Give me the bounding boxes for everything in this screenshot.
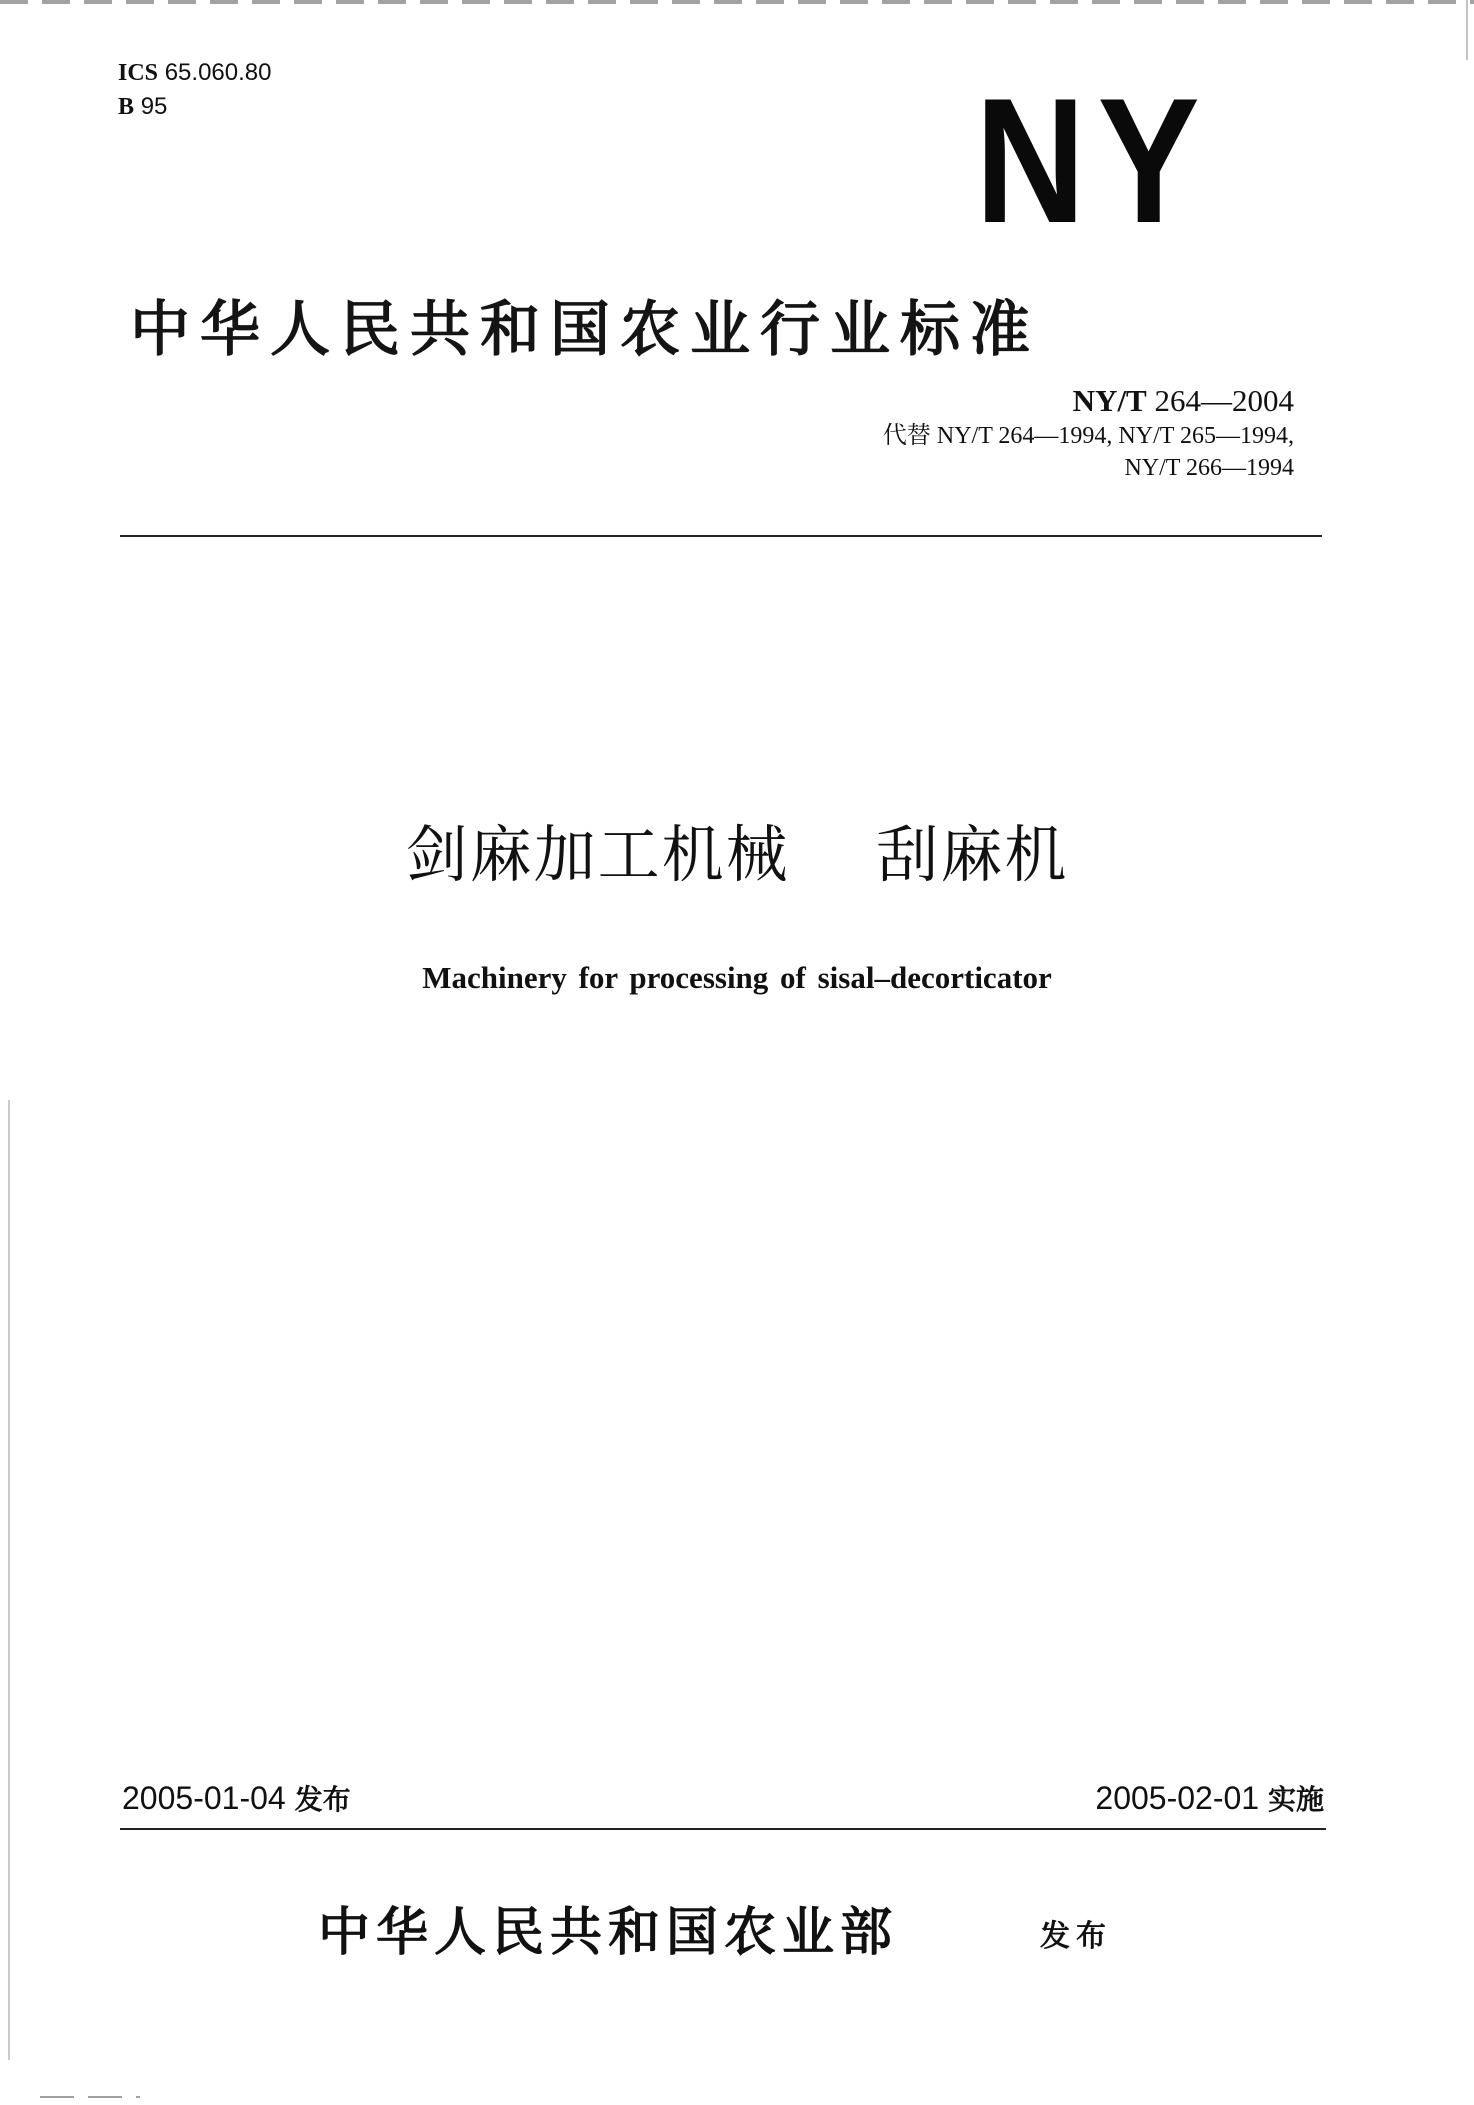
- scan-edge-right: [1466, 0, 1468, 60]
- scan-edge-bottom: [40, 2096, 140, 2098]
- implementation-date-line: [1095, 1776, 1324, 1822]
- replaces-line-1: 代替 NY/T 264—1994, NY/T 265—1994,: [882, 423, 1294, 449]
- implementation-label: 实施: [1267, 1783, 1324, 1816]
- header-divider: [120, 535, 1322, 537]
- ccs-code: 95: [140, 93, 168, 120]
- publisher-label: 发布: [1040, 1919, 1112, 1954]
- standard-number-value: 264—2004: [1154, 383, 1294, 418]
- chinese-title: 剑麻加工机械 刮麻机: [405, 818, 1069, 891]
- standard-category-title: 中华人民共和国农业行业标准: [130, 295, 1040, 365]
- replaces-standards: [883, 420, 1294, 484]
- standard-number: [1073, 382, 1294, 420]
- english-title: Machinery for processing of sisal–decorticator: [422, 960, 1052, 995]
- ics-label: ICS: [118, 60, 159, 86]
- standard-number-prefix: NY/T: [1072, 383, 1147, 418]
- ccs-label: B: [118, 94, 135, 120]
- issue-date-line: [122, 1776, 351, 1822]
- ccs-line: [118, 90, 271, 124]
- implementation-date: 2005-02-01: [1095, 1780, 1260, 1816]
- replaces-line-2: NY/T 266—1994: [1124, 455, 1294, 481]
- ny-logo: NY: [975, 61, 1212, 260]
- issue-date: 2005-01-04: [122, 1780, 286, 1816]
- ics-code: 65.060.80: [164, 59, 272, 86]
- issue-label: 发布: [294, 1783, 351, 1816]
- scan-edge-top: [0, 0, 1474, 4]
- scan-edge-left: [8, 1100, 10, 2060]
- publisher-name: 中华人民共和国农业部: [318, 1902, 899, 1963]
- ics-line: [118, 56, 271, 90]
- classification-codes: [118, 56, 271, 124]
- footer-divider: [120, 1828, 1326, 1830]
